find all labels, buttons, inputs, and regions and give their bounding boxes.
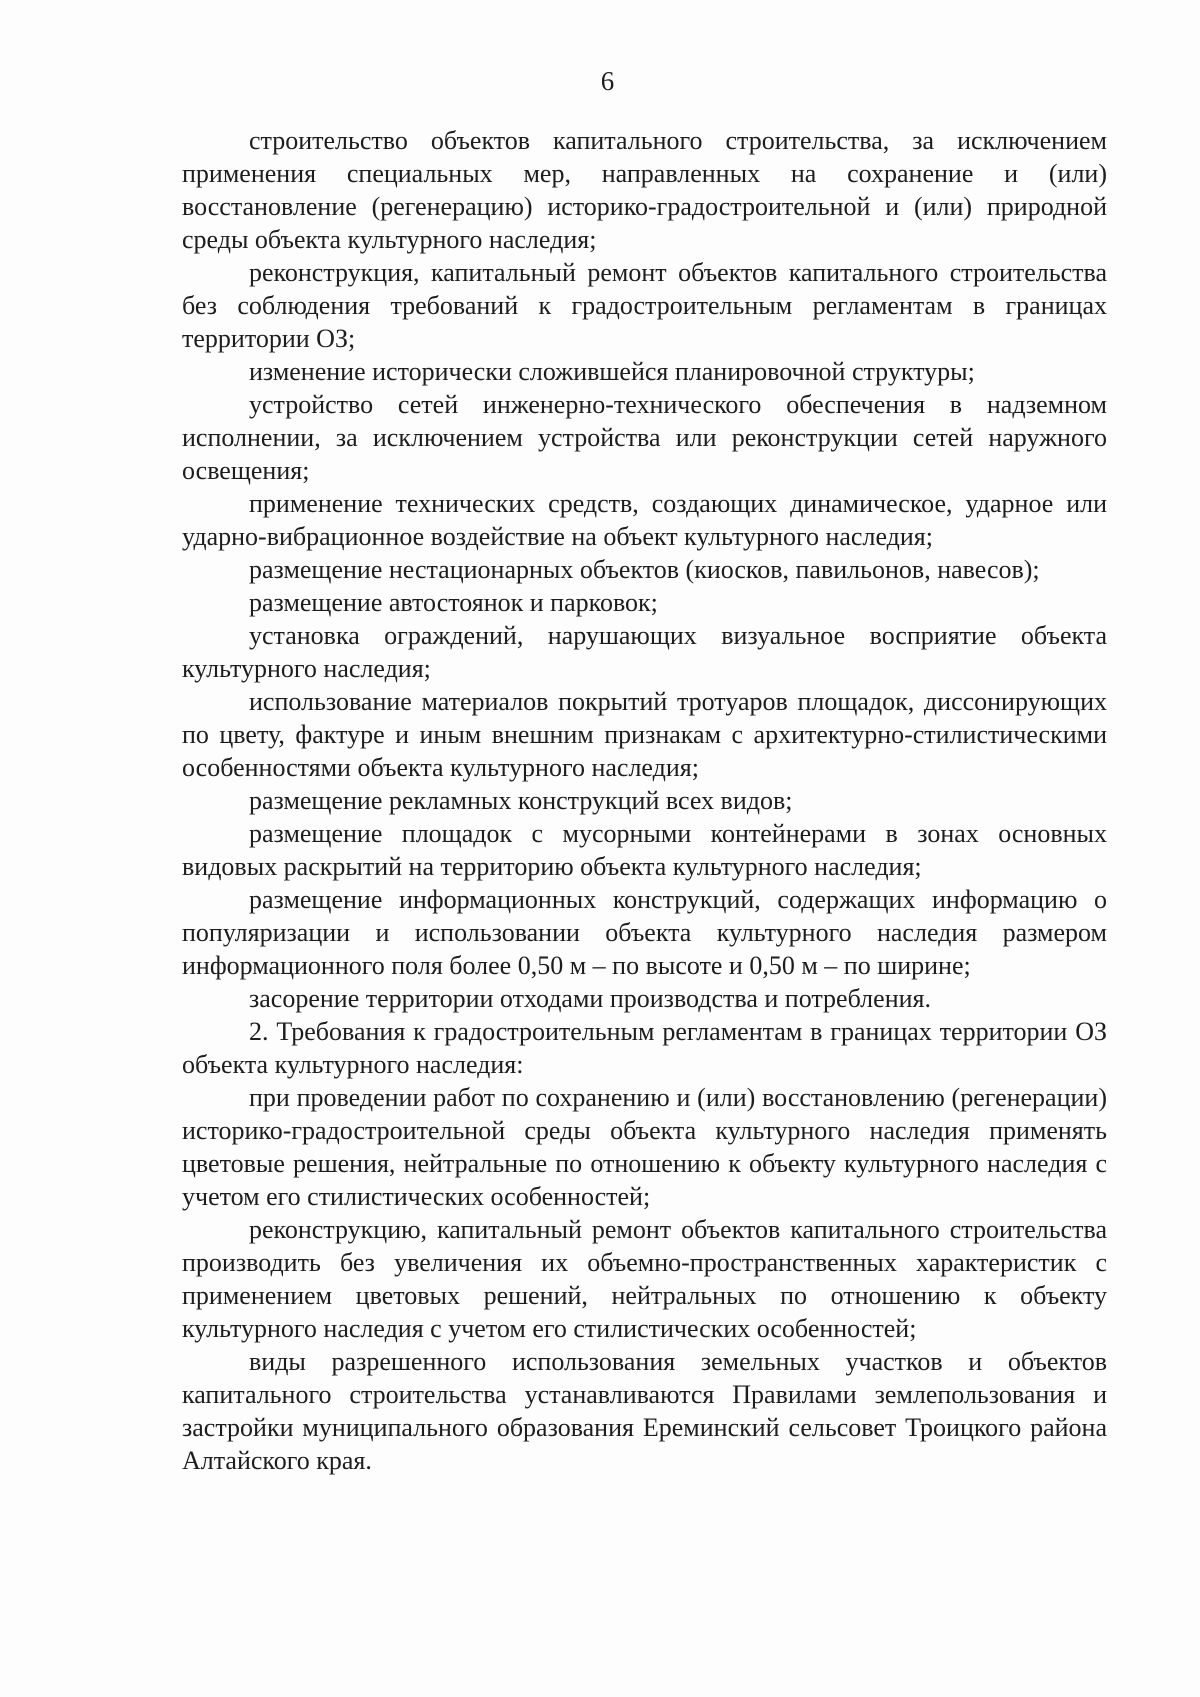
paragraph: устройство сетей инженерно-технического обеспечения в надземном исполнении, за исключением устройства или реконструкции сетей наружного освещения; — [182, 390, 1107, 485]
paragraph: размещение информационных конструкций, содержащих информацию о популяризации и использовании объекта культурного наследия размером информационного поля более 0,50 м – по высоте и 0,50 м – по ширине; — [182, 885, 1107, 980]
paragraph: размещение площадок с мусорными контейнерами в зонах основных видовых раскрытий на территорию объекта культурного наследия; — [182, 819, 1107, 881]
paragraph: изменение исторически сложившейся планировочной структуры; — [249, 357, 975, 386]
paragraph: строительство объектов капитального строительства, за исключением применения специальных мер, направленных на сохранение и (или) восстановление (регенерацию) историко-градостроительной и (или) природной среды объекта культурного наследия; — [182, 126, 1107, 254]
paragraph: размещение нестационарных объектов (киосков, павильонов, навесов); — [249, 555, 1040, 584]
paragraph: виды разрешенного использования земельных участков и объектов капитального строительства устанавливаются Правилами землепользования и застройки муниципального образования Ереминский сельсовет Троицкого района Алтайского края. — [182, 1347, 1107, 1475]
paragraph: установка ограждений, нарушающих визуальное восприятие объекта культурного наследия; — [182, 621, 1107, 683]
document-body — [182, 124, 1107, 1477]
paragraph: реконструкцию, капитальный ремонт объектов капитального строительства производить без увеличения их объемно-пространственных характеристик с применением цветовых решений, нейтральных по отношению к объекту культурного наследия с учетом его стилистических особенностей; — [182, 1215, 1107, 1343]
paragraph: размещение автостоянок и парковок; — [249, 588, 658, 617]
paragraph: использование материалов покрытий тротуаров площадок, диссонирующих по цвету, фактуре и иным внешним признакам с архитектурно-стилистическими особенностями объекта культурного наследия; — [182, 687, 1107, 782]
paragraph: применение технических средств, создающих динамическое, ударное или ударно-вибрационное воздействие на объект культурного наследия; — [182, 489, 1107, 551]
paragraph: размещение рекламных конструкций всех видов; — [249, 786, 793, 815]
paragraph: при проведении работ по сохранению и (или) восстановлению (регенерации) историко-градостроительной среды объекта культурного наследия применять цветовые решения, нейтральные по отношению к объекту культурного наследия с учетом его стилистических особенностей; — [182, 1083, 1107, 1211]
section-heading: 2. Требования к градостроительным регламентам в границах территории ОЗ объекта культурного наследия: — [182, 1017, 1107, 1079]
paragraph: реконструкция, капитальный ремонт объектов капитального строительства без соблюдения требований к градостроительным регламентам в границах территории ОЗ; — [182, 258, 1107, 353]
paragraph: засорение территории отходами производства и потребления. — [249, 984, 931, 1013]
page-number: 6 — [600, 66, 615, 96]
